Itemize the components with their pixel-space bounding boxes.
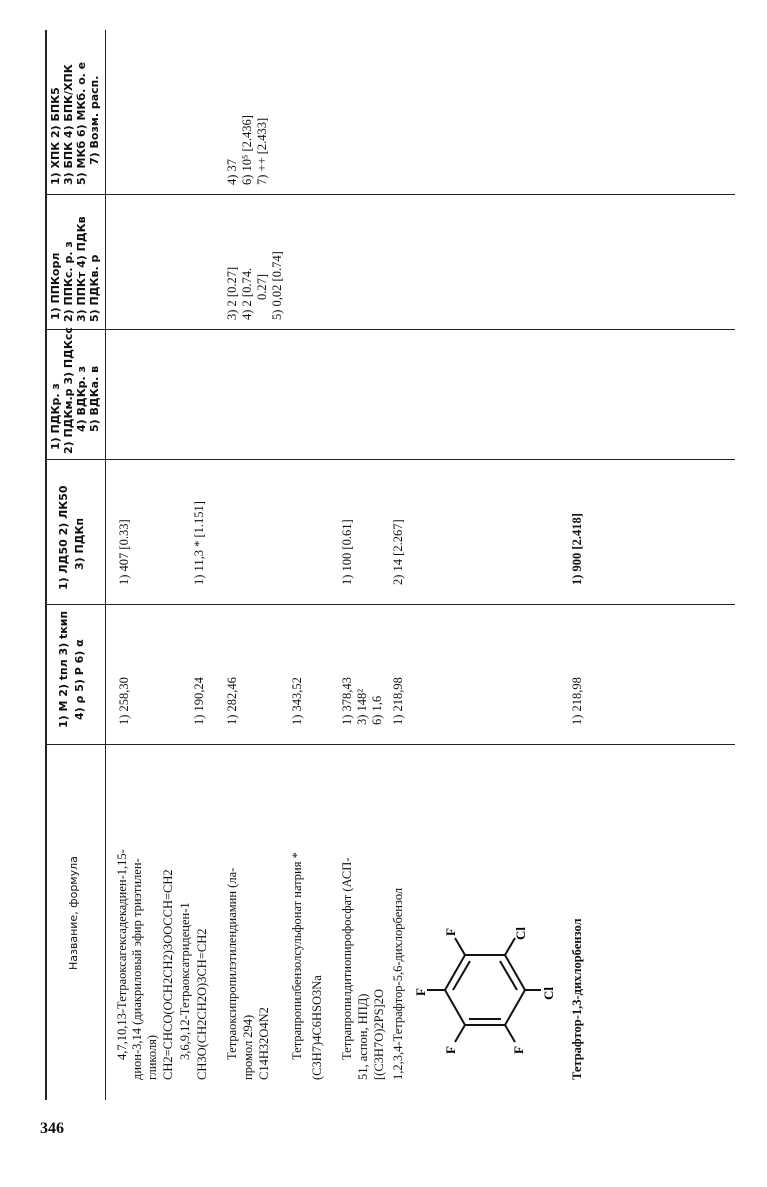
header-pdk-a: 1) ПДКр. з (49, 383, 62, 450)
row5-props-1: 1) 378,43 (340, 677, 354, 725)
structure-label: F (443, 928, 458, 936)
row3-name-line1: Тетраоксипропилэтилендиамин (ла- (225, 867, 239, 1060)
row7-tox: 1) 900 [2.418] (570, 513, 584, 585)
row1-formula: CH2=CHCO(OCH2CH2)3OOCCH=CH2 (161, 869, 175, 1080)
row1-name-line3: гликоля) (145, 1034, 159, 1080)
column-divider (45, 744, 735, 745)
header-bottom-rule (105, 30, 106, 1100)
header-tox-b: 3) ПДКп (73, 517, 86, 570)
row3-ppk-2: 4) 2 [0.74. (240, 267, 254, 320)
header-pdk-d: 5) ВДКа. в (88, 365, 101, 432)
row4-name: Тетрапропилбензолсульфонат натрия * (290, 852, 304, 1060)
header-tox-a: 1) ЛД50 2) ЛК50 (57, 485, 70, 590)
table-top-rule (45, 30, 47, 1100)
benzene-ring-structure (415, 900, 555, 1080)
row2-formula: CH3O(CH2CH2O)3CH=CH2 (195, 928, 209, 1080)
row5-props-3: 6) 1,6 (370, 695, 384, 725)
header-ppk-d: 5) ПДКв. р (88, 254, 101, 322)
structure-label: Cl (541, 987, 556, 1000)
row1-props: 1) 258,30 (117, 677, 131, 725)
row1-name-line1: 4,7,10,13-Тетраоксагексадекадиен-1,15- (115, 849, 129, 1060)
row2-props: 1) 190,24 (192, 677, 206, 725)
column-divider (45, 604, 735, 605)
header-name: Название, формула (67, 856, 80, 970)
column-divider (45, 194, 735, 195)
header-hpk-c: 5) МКб 6) МКб. о. е (75, 61, 88, 185)
header-hpk-d: 7) Возм. расп. (88, 75, 101, 165)
structure-label: F (443, 1046, 458, 1054)
row5-tox: 1) 100 [0.61] (340, 519, 354, 585)
row1-tox: 1) 407 [0.33] (117, 519, 131, 585)
header-props-b: 4) ρ 5) P 6) α (73, 639, 86, 720)
row4-formula: (C3H7)4C6HSO3Na (310, 975, 324, 1080)
header-ppk-c: 3) ППКт 4) ПДКв (75, 216, 88, 322)
header-hpk-a: 1) ХПК 2) БПК5 (49, 87, 62, 185)
structure-label: F (413, 988, 428, 996)
structure-label: F (511, 1046, 526, 1054)
row3-hpk-3: 7) ++ [2.433] (255, 117, 269, 185)
row3-props: 1) 282,46 (225, 677, 239, 725)
row4-props: 1) 343,52 (290, 677, 304, 725)
row6-props: 1) 218,98 (391, 677, 405, 725)
row5-formula: [(C3H7O)2PS]2O (372, 989, 386, 1080)
header-ppk-b: 2) ППКс. р. з (62, 241, 75, 322)
header-pdk-b: 2) ПДКм.р 3) ПДКсс (62, 327, 75, 454)
row2-name: 3,6,9,12-Тетраоксатридецен-1 (178, 902, 192, 1060)
row3-name-line2: промол 294) (241, 1014, 255, 1080)
row3-ppk-4: 5) 0,02 [0.74] (270, 251, 284, 320)
row5-name-line2: 51, аспон, НПД) (356, 993, 370, 1080)
row3-ppk-3: 0.27] (255, 273, 269, 300)
row6-name: 1,2,3,4-Тетрафтор-5,6-дихлорбензол (391, 887, 405, 1080)
row2-tox: 1) 11,3 * [1.151] (192, 501, 206, 585)
row3-formula: C14H32O4N2 (257, 1007, 271, 1080)
row3-hpk-2: 6) 10⁵ [2.436] (240, 115, 254, 185)
row7-props: 1) 218,98 (570, 677, 584, 725)
header-hpk-b: 3) БПК 4) БПК/ХПК (62, 64, 75, 185)
row7-name: Тетрафтор-1,3-дихлорбензол (570, 918, 584, 1080)
row1-name-line2: дион-3,14 (диакриловый эфир триэтилен- (130, 858, 144, 1080)
row5-props-2: 3) 148² (355, 688, 369, 725)
row3-hpk-1: 4) 37 (225, 158, 239, 185)
structure-label: Cl (513, 927, 528, 940)
column-divider (45, 459, 735, 460)
header-pdk-c: 4) ВДКр. з (75, 366, 88, 432)
row6-tox: 2) 14 [2.267] (391, 519, 405, 585)
header-props-a: 1) M 2) tпл 3) tкип (57, 610, 70, 728)
page-number: 346 (40, 1120, 64, 1137)
row3-ppk-1: 3) 2 [0.27] (225, 266, 239, 320)
rotated-table (45, 30, 735, 1100)
column-divider (45, 329, 735, 330)
header-ppk-a: 1) ППКорл (49, 252, 62, 320)
row5-name-line1: Тетрапропилдитиопирофосфат (АСП- (340, 857, 354, 1060)
